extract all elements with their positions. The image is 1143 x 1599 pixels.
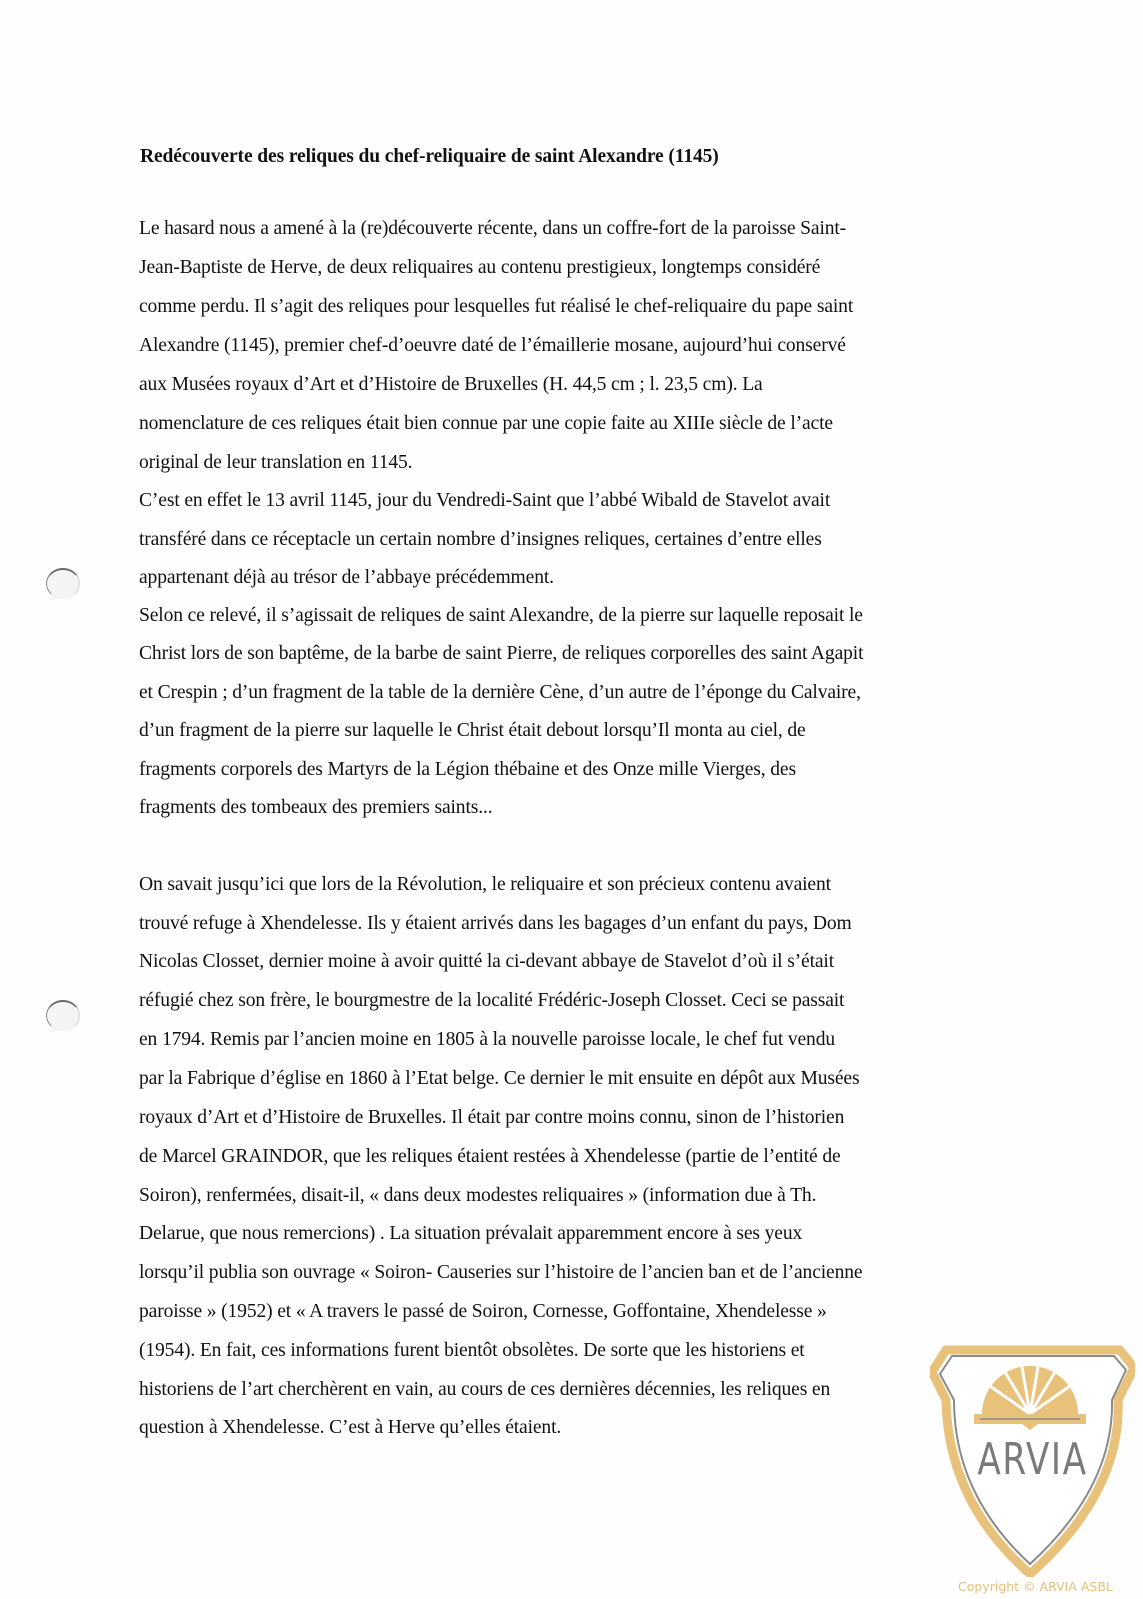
paragraph-line: par la Fabrique d’église en 1860 à l’Etat belge. Ce dernier le mit ensuite en dépôt aux Musées xyxy=(139,1068,860,1089)
copyright-notice: Copyright © ARVIA ASBL xyxy=(958,1579,1113,1594)
paragraph-line: On savait jusqu’ici que lors de la Révolution, le reliquaire et son précieux contenu avaient xyxy=(139,874,831,895)
paragraph-line: C’est en effet le 13 avril 1145, jour du Vendredi-Saint que l’abbé Wibald de Stavelot avait xyxy=(139,490,831,511)
paragraph-line: d’un fragment de la pierre sur laquelle le Christ était debout lorsqu’Il monta au ciel, de xyxy=(139,720,806,741)
paragraph-line: Delarue, que nous remercions) . La situation prévalait apparemment encore à ses yeux xyxy=(139,1223,803,1244)
paragraph-line: paroisse » (1952) et « A travers le passé de Soiron, Cornesse, Goffontaine, Xhendelesse » xyxy=(139,1301,827,1322)
paragraph-line: en 1794. Remis par l’ancien moine en 1805 à la nouvelle paroisse locale, le chef fut vendu xyxy=(139,1029,835,1050)
paragraph-line: et Crespin ; d’un fragment de la table de la dernière Cène, d’un autre de l’éponge du Calvaire, xyxy=(139,682,861,703)
paragraph-line: Christ lors de son baptême, de la barbe de saint Pierre, de reliques corporelles des saint Agapit xyxy=(139,643,864,664)
paragraph-line: Jean-Baptiste de Herve, de deux reliquaires au contenu prestigieux, longtemps considéré xyxy=(139,257,821,278)
paragraph-line: historiens de l’art cherchèrent en vain, au cours de ces dernières décennies, les reliques en xyxy=(139,1379,831,1400)
paragraph-line: question à Xhendelesse. C’est à Herve qu’elles étaient. xyxy=(139,1417,562,1438)
paragraph-line: Le hasard nous a amené à la (re)découverte récente, dans un coffre-fort de la paroisse Saint- xyxy=(139,218,847,239)
paragraph-line: royaux d’Art et d’Histoire de Bruxelles. Il était par contre moins connu, sinon de l’historien xyxy=(139,1107,845,1128)
paragraph-line: aux Musées royaux d’Art et d’Histoire de Bruxelles (H. 44,5 cm ; l. 23,5 cm). La xyxy=(139,374,763,395)
logo-text: ARVIA xyxy=(977,1434,1088,1485)
paragraph-line: réfugié chez son frère, le bourgmestre de la localité Frédéric-Joseph Closset. Ceci se passait xyxy=(139,990,845,1011)
paragraph-line: de Marcel GRAINDOR, que les reliques étaient restées à Xhendelesse (partie de l’entité de xyxy=(139,1146,841,1167)
document-title: Redécouverte des reliques du chef-reliquaire de saint Alexandre (1145) xyxy=(140,146,719,167)
paragraph-line: Alexandre (1145), premier chef-d’oeuvre daté de l’émaillerie mosane, aujourd’hui conservé xyxy=(139,335,846,356)
paragraph-line: fragments corporels des Martyrs de la Légion thébaine et des Onze mille Vierges, des xyxy=(139,759,796,780)
paragraph-line: nomenclature de ces reliques était bien connue par une copie faite au XIIIe siècle de l’acte xyxy=(139,413,833,434)
paragraph-line: (1954). En fait, ces informations furent bientôt obsolètes. De sorte que les historiens et xyxy=(139,1340,805,1361)
paragraph-line: original de leur translation en 1145. xyxy=(139,452,413,473)
punch-hole xyxy=(46,568,80,599)
paragraph-line: fragments des tombeaux des premiers saints... xyxy=(139,797,493,818)
paragraph-line: lorsqu’il publia son ouvrage « Soiron- Causeries sur l’histoire de l’ancien ban et de l’ancienne xyxy=(139,1262,863,1283)
paragraph-line: transféré dans ce réceptacle un certain nombre d’insignes reliques, certaines d’entre elles xyxy=(139,529,822,550)
paragraph-line: trouvé refuge à Xhendelesse. Ils y étaient arrivés dans les bagages d’un enfant du pays, Dom xyxy=(139,913,852,934)
paragraph-line: Nicolas Closset, dernier moine à avoir quitté la ci-devant abbaye de Stavelot d’où il s’était xyxy=(139,951,835,972)
paragraph-line: appartenant déjà au trésor de l’abbaye précédemment. xyxy=(139,567,554,588)
punch-hole xyxy=(46,1000,80,1031)
paragraph-line: comme perdu. Il s’agit des reliques pour lesquelles fut réalisé le chef-reliquaire du pape saint xyxy=(139,296,854,317)
paragraph-line: Soiron), renfermées, disait-il, « dans deux modestes reliquaires » (information due à Th. xyxy=(139,1185,817,1206)
arvia-watermark-logo xyxy=(930,1342,1135,1577)
paragraph-line: Selon ce relevé, il s’agissait de reliques de saint Alexandre, de la pierre sur laquelle reposait le xyxy=(139,605,863,626)
